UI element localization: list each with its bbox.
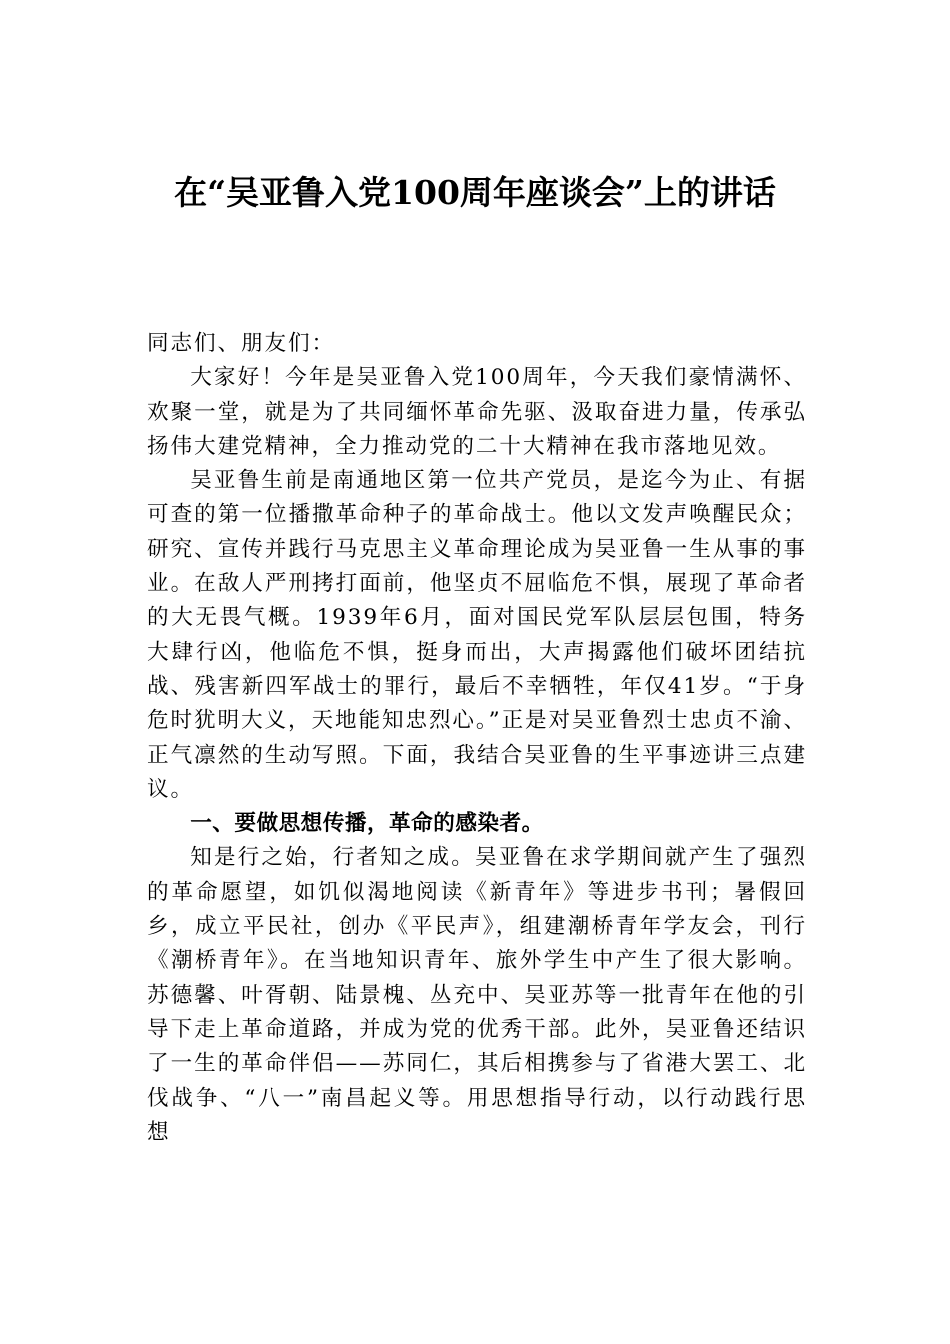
paragraph-section-one: 知是行之始，行者知之成。吴亚鲁在求学期间就产生了强烈的革命愿望，如饥似渴地阅读《新青年》等进步书刊；暑假回乡，成立平民社，创办《平民声》，组建潮桥青年学友会，刊行《潮桥青年》。在当地知识青年、旅外学生中产生了很大影响。苏德馨、叶胥朝、陆景槐、丛充中、吴亚苏等一批青年在他的引导下走上革命道路，并成为党的优秀干部。此外，吴亚鲁还结识了一生的革命伴侣——苏同仁，其后相携参与了省港大罢工、北伐战争、“八一”南昌起义等。用思想指导行动，以行动践行思想: [147, 845, 807, 1145]
paragraph-opening: 大家好！今年是吴亚鲁入党100周年，今天我们豪情满怀、欢聚一堂，就是为了共同缅怀革命先驱、汲取奋进力量，传承弘扬伟大建党精神，全力推动党的二十大精神在我市落地见效。: [147, 365, 807, 459]
document-title: 在“吴亚鲁入党100周年座谈会”上的讲话: [174, 173, 776, 212]
salutation: 同志们、朋友们：: [147, 331, 335, 356]
section-heading: 一、要做思想传播，革命的感染者。: [190, 811, 544, 837]
document-body: [147, 327, 807, 1150]
paragraph-biography: 吴亚鲁生前是南通地区第一位共产党员，是迄今为止、有据可查的第一位播撒革命种子的革命战士。他以文发声唤醒民众；研究、宣传并践行马克思主义革命理论成为吴亚鲁一生从事的事业。在敌人严刑拷打面前，他坚贞不屈临危不惧，展现了革命者的大无畏气概。1939年6月，面对国民党军队层层包围，特务大肆行凶，他临危不惧，挺身而出，大声揭露他们破坏团结抗战、残害新四军战士的罪行，最后不幸牺牲，年仅41岁。“于身危时犹明大义，天地能知忠烈心。”正是对吴亚鲁烈士忠贞不渝、正气凛然的生动写照。下面，我结合吴亚鲁的生平事迹讲三点建议。: [147, 468, 807, 802]
